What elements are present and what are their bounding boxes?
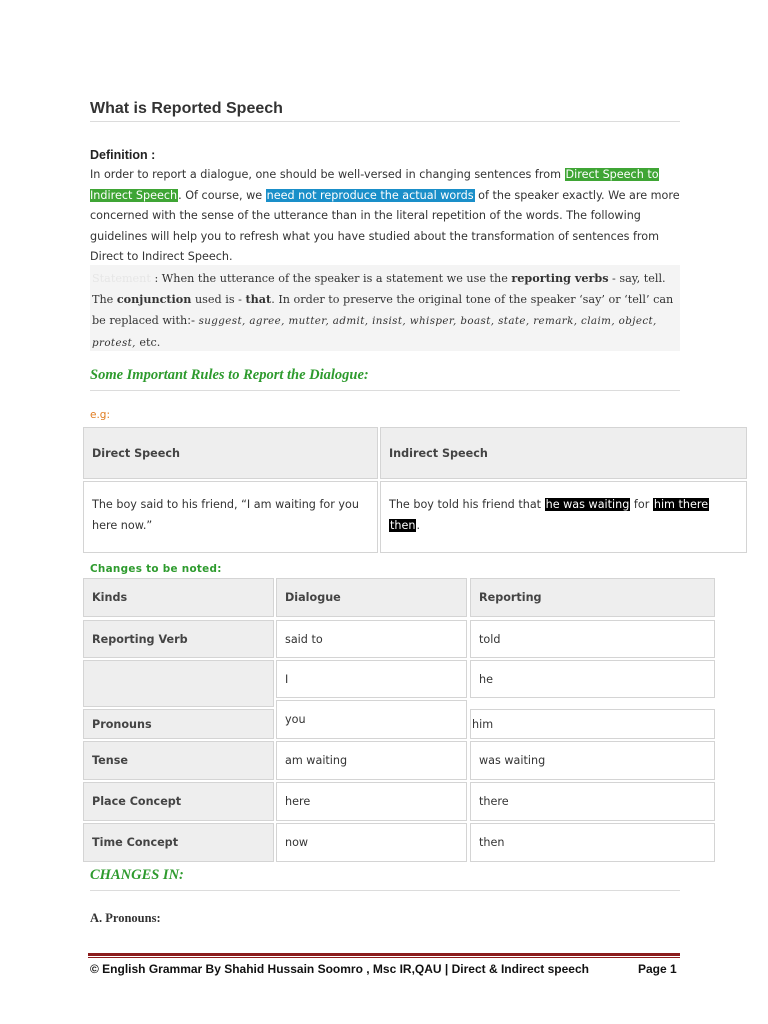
example-label: e.g: — [90, 409, 111, 421]
definition-label: Definition : — [90, 148, 156, 162]
statement-text-2: - say, tell. The — [92, 272, 666, 306]
header-direct-speech: Direct Speech — [83, 427, 378, 479]
changes-in-divider — [90, 890, 680, 891]
conjunction-term: conjunction — [116, 292, 192, 306]
indirect-speech-example — [380, 481, 747, 553]
statement-lead: Statement — [92, 272, 151, 285]
direct-speech-example: The boy said to his friend, “I am waiting for you here now.” — [83, 481, 378, 553]
highlight-direct-to-indirect: Direct Speech to Indirect Speech — [90, 168, 659, 202]
that-term: that — [245, 292, 272, 306]
rules-heading: Some Important Rules to Report the Dialogue: — [90, 367, 369, 383]
indirect-text-1: The boy told his friend that — [389, 498, 545, 511]
indirect-text-2: for — [630, 498, 653, 511]
statement-paragraph — [92, 268, 678, 354]
kind-cell — [83, 660, 274, 707]
definition-text-3: of the speaker exactly. We are more concerned with the sense of the utterance than in the literal repetition of the words. The following guidelines will help you to refresh what you have studied about the transformation of sentences from Direct to Indirect Speech. — [90, 188, 680, 264]
page-title: What is Reported Speech — [90, 100, 283, 117]
dialogue-cell: now — [276, 823, 467, 862]
footer-rule-thick — [88, 953, 680, 956]
header-dialogue: Dialogue — [276, 578, 467, 617]
changes-in-heading: CHANGES IN: — [90, 867, 184, 883]
reporting-cell: was waiting — [470, 741, 715, 780]
kind-cell: Tense — [83, 741, 274, 780]
replacement-verbs: suggest, agree, mutter, admit, insist, whisper, boast, state, remark, claim, object, protest, — [92, 315, 657, 349]
definition-text-1: In order to report a dialogue, one should be well-versed in changing sentences from — [90, 168, 565, 181]
statement-text-3: used is - — [191, 293, 246, 306]
header-indirect-speech: Indirect Speech — [380, 427, 747, 479]
indirect-text-4: . — [416, 519, 421, 532]
reporting-cell: there — [470, 782, 715, 821]
highlight-actual-words: need not reproduce the actual words — [266, 188, 474, 202]
highlight-he-was-waiting: he was waiting — [545, 498, 630, 511]
title-divider — [90, 121, 680, 122]
header-reporting: Reporting — [470, 578, 715, 617]
statement-text-4: . In order to preserve the original tone of the speaker ‘say’ or ‘tell’ can be replaced with — [92, 293, 674, 327]
footer-rule-thin — [88, 957, 680, 958]
kind-cell: Pronouns — [83, 709, 274, 739]
kind-cell: Time Concept — [83, 823, 274, 862]
definition-text-2: . Of course, we — [178, 188, 266, 202]
dialogue-cell: you — [276, 700, 467, 739]
dialogue-cell: said to — [276, 620, 467, 658]
reporting-verbs-term: reporting verbs — [511, 271, 609, 285]
dialogue-cell: I — [276, 660, 467, 698]
reporting-cell: him — [470, 709, 715, 739]
statement-text-5: :- — [187, 314, 199, 327]
highlight-then: then — [390, 519, 416, 532]
highlight-him-there: him there — [653, 498, 709, 511]
changes-label: Changes to be noted: — [90, 563, 222, 575]
kind-cell: Reporting Verb — [83, 620, 274, 658]
reporting-cell: then — [470, 823, 715, 862]
page-number: Page 1 — [638, 962, 677, 976]
dialogue-cell: here — [276, 782, 467, 821]
footer-credit: © English Grammar By Shahid Hussain Soomro , Msc IR,QAU | Direct & Indirect speech — [90, 962, 589, 976]
kind-cell: Place Concept — [83, 782, 274, 821]
header-kinds: Kinds — [83, 578, 274, 617]
statement-text-1: : When the utterance of the speaker is a statement we use the — [150, 272, 512, 285]
statement-text-6: etc. — [135, 336, 161, 349]
dialogue-cell: am waiting — [276, 741, 467, 780]
section-a-heading: A. Pronouns: — [90, 911, 161, 925]
definition-paragraph — [90, 165, 682, 268]
reporting-cell: he — [470, 660, 715, 698]
reporting-cell: told — [470, 620, 715, 658]
rules-divider — [90, 390, 680, 391]
